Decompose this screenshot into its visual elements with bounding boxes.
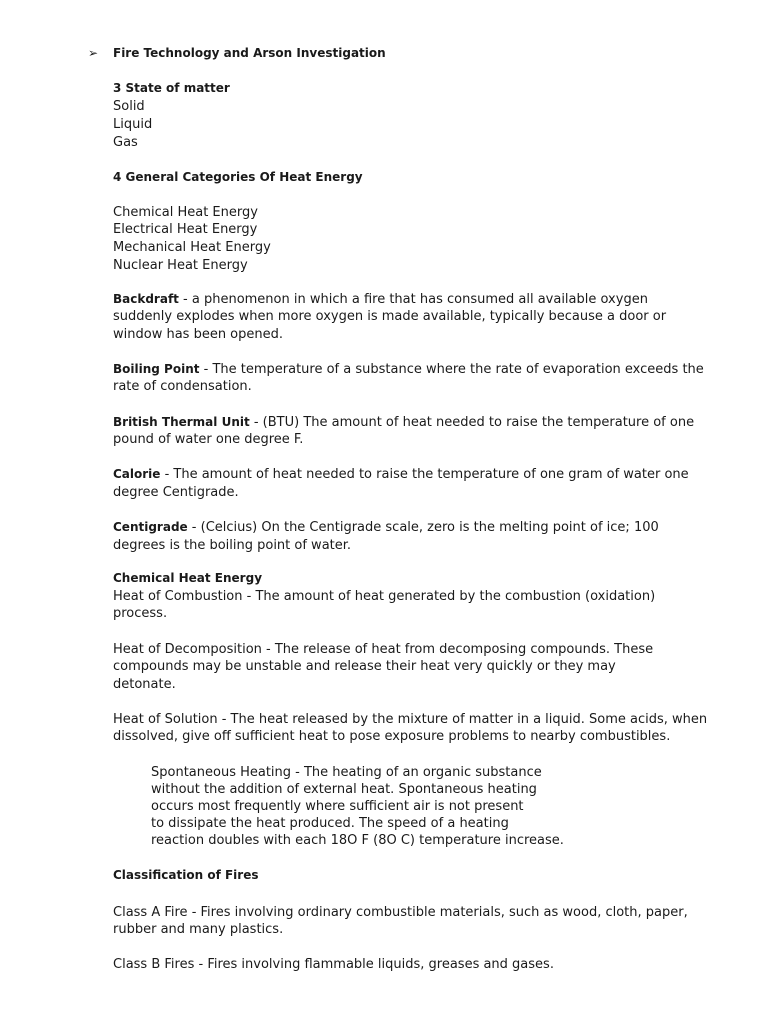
- definition-text: degrees is the boiling point of water.: [113, 538, 352, 553]
- boiling-point-definition: [113, 361, 704, 378]
- heat-category-item: Nuclear Heat Energy: [113, 258, 248, 273]
- states-heading: 3 State of matter: [113, 81, 230, 95]
- definition-text: - The amount of heat needed to raise the temperature of one gram of water one: [160, 467, 689, 482]
- class-a-text: Class A Fire - Fires involving ordinary combustible materials, such as wood, cloth, paper,: [113, 905, 688, 920]
- definition-term: British Thermal Unit: [113, 415, 250, 429]
- heat-of-decomposition-text: detonate.: [113, 677, 176, 692]
- definition-text: - (BTU) The amount of heat needed to raise the temperature of one: [249, 415, 695, 430]
- heat-category-item: Chemical Heat Energy: [113, 205, 258, 220]
- definition-text: - The temperature of a substance where the rate of evaporation exceeds the: [199, 362, 704, 377]
- definition-term: Backdraft: [113, 292, 179, 306]
- spontaneous-heating-text: without the addition of external heat. Spontaneous heating: [151, 782, 537, 797]
- definition-text: pound of water one degree F.: [113, 432, 304, 447]
- class-a-text: rubber and many plastics.: [113, 922, 284, 937]
- spontaneous-heating-text: occurs most frequently where sufficient air is not present: [151, 799, 524, 814]
- state-item: Liquid: [113, 117, 153, 132]
- spontaneous-heating-text: reaction doubles with each 18O F (8O C) temperature increase.: [151, 833, 564, 848]
- heat-categories-heading: 4 General Categories Of Heat Energy: [113, 170, 363, 184]
- arrow-bullet-icon: ➢: [88, 46, 99, 60]
- definition-text: - a phenomenon in which a fire that has consumed all available oxygen: [178, 292, 648, 307]
- calorie-definition: [113, 466, 689, 483]
- centigrade-definition: [113, 519, 659, 536]
- class-b-text: Class B Fires - Fires involving flammable liquids, greases and gases.: [113, 957, 554, 972]
- backdraft-definition: [113, 291, 648, 308]
- heat-of-combustion-text: process.: [113, 606, 168, 621]
- heat-of-solution-text: dissolved, give off sufficient heat to pose exposure problems to nearby combustibles.: [113, 729, 671, 744]
- state-item: Solid: [113, 99, 145, 114]
- classification-heading: Classification of Fires: [113, 868, 259, 882]
- chemical-heat-heading: Chemical Heat Energy: [113, 571, 263, 585]
- heat-of-decomposition-text: compounds may be unstable and release their heat very quickly or they may: [113, 659, 616, 674]
- document-title: Fire Technology and Arson Investigation: [113, 46, 386, 60]
- definition-term: Centigrade: [113, 520, 188, 534]
- definition-text: window has been opened.: [113, 327, 284, 342]
- state-item: Gas: [113, 135, 138, 150]
- spontaneous-heating-text: to dissipate the heat produced. The speed of a heating: [151, 816, 509, 831]
- definition-text: degree Centigrade.: [113, 485, 239, 500]
- definition-term: Calorie: [113, 467, 161, 481]
- spontaneous-heating-text: Spontaneous Heating - The heating of an organic substance: [151, 765, 542, 780]
- btu-definition: [113, 414, 694, 431]
- heat-of-combustion-text: Heat of Combustion - The amount of heat generated by the combustion (oxidation): [113, 589, 656, 604]
- definition-text: - (Celcius) On the Centigrade scale, zero is the melting point of ice; 100: [187, 520, 659, 535]
- definition-term: Boiling Point: [113, 362, 200, 376]
- heat-category-item: Mechanical Heat Energy: [113, 240, 271, 255]
- heat-of-solution-text: Heat of Solution - The heat released by the mixture of matter in a liquid. Some acids, when: [113, 712, 708, 727]
- heat-of-decomposition-text: Heat of Decomposition - The release of heat from decomposing compounds. These: [113, 642, 654, 657]
- definition-text: suddenly explodes when more oxygen is made available, typically because a door or: [113, 309, 667, 324]
- heat-category-item: Electrical Heat Energy: [113, 222, 258, 237]
- definition-text: rate of condensation.: [113, 379, 252, 394]
